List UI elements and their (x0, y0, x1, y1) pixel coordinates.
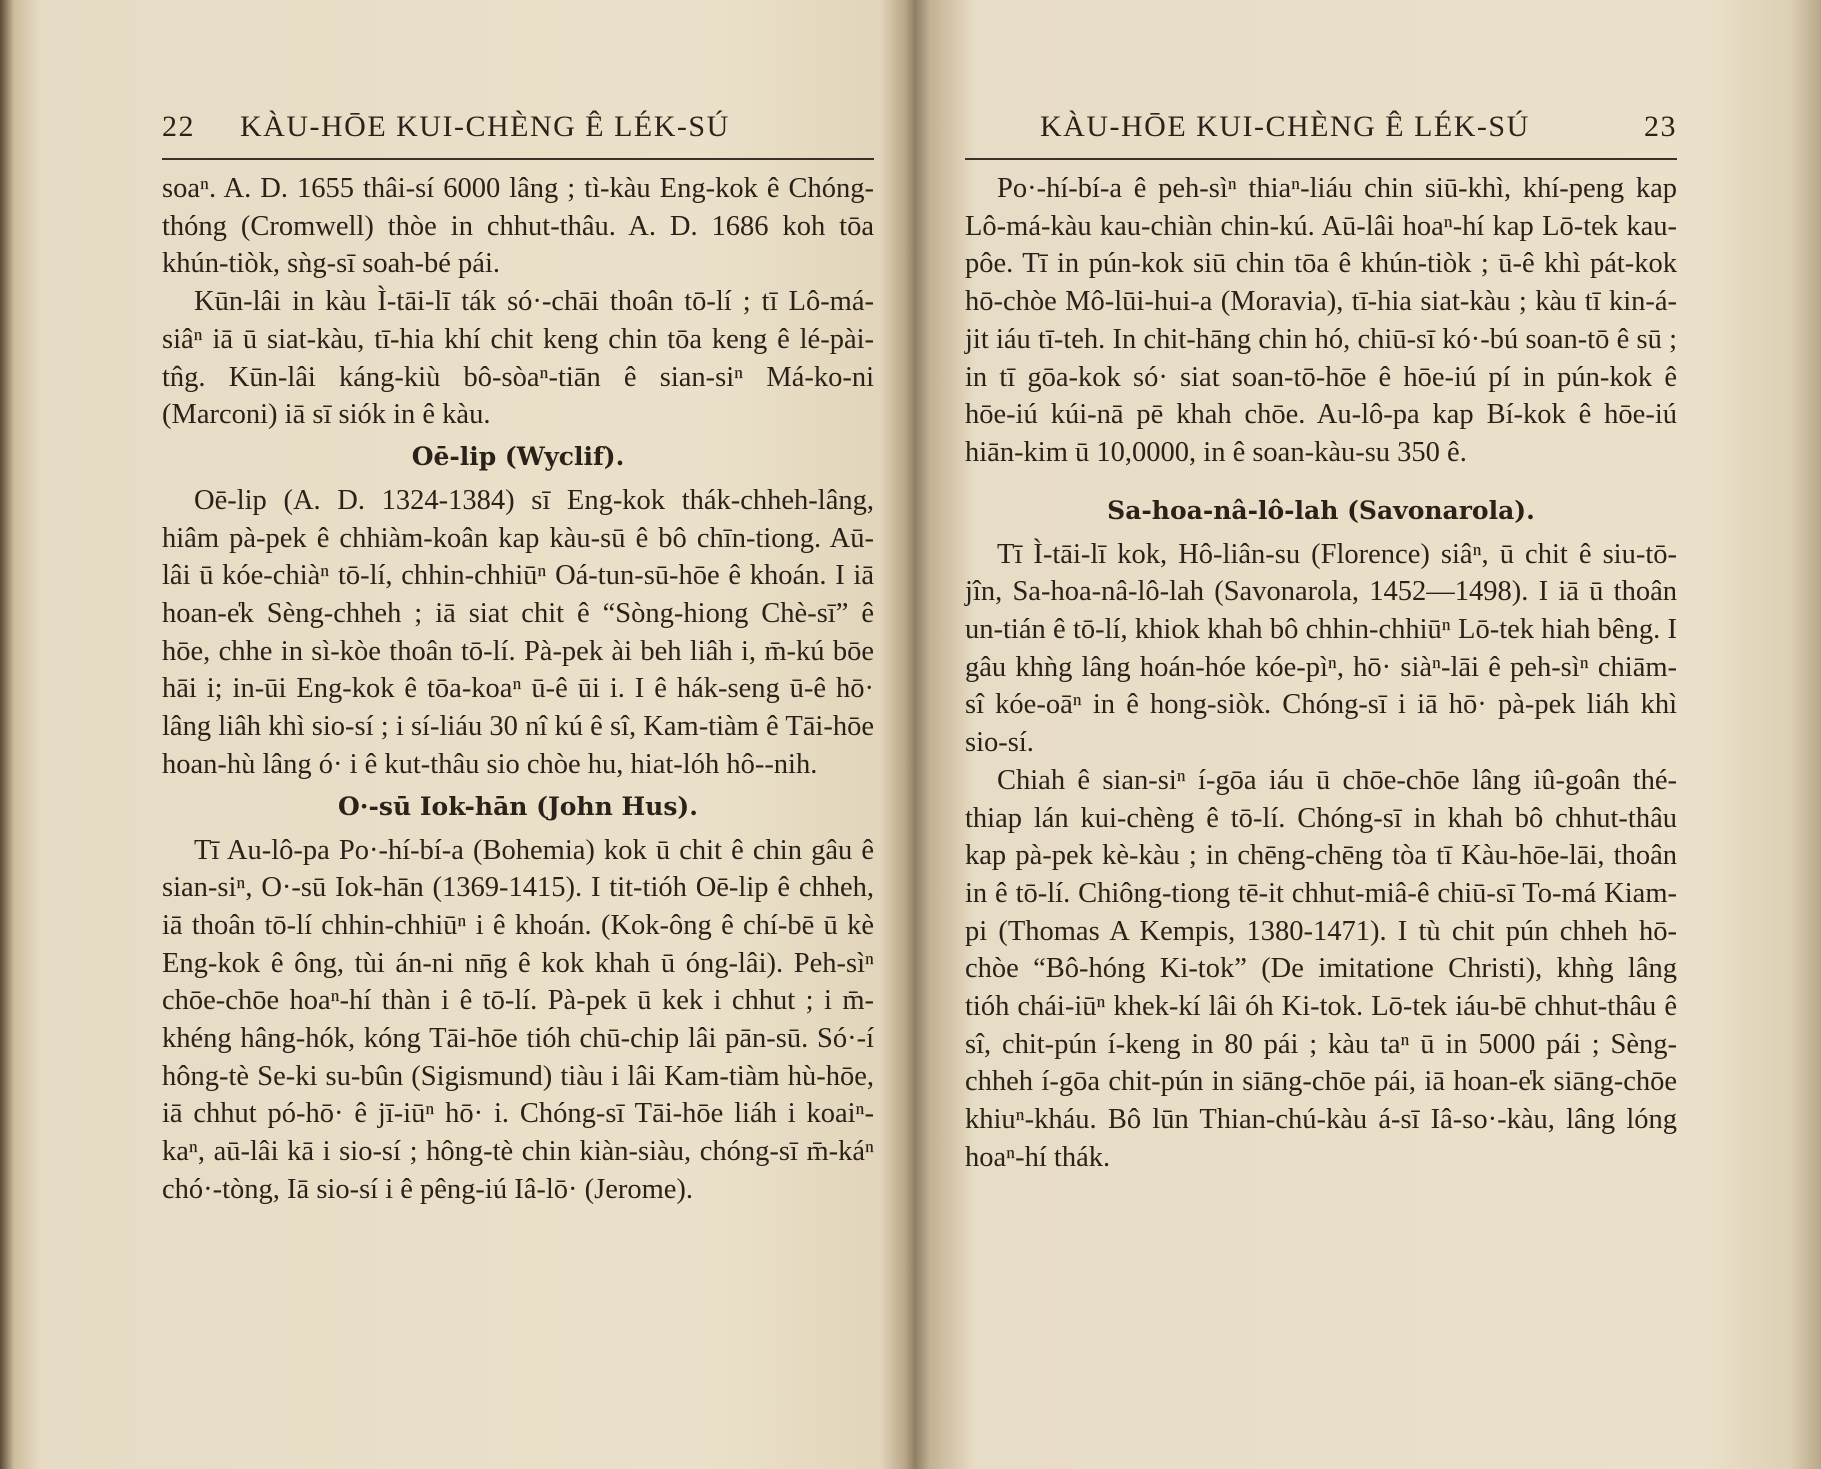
left-page-header (162, 110, 874, 150)
paragraph: soaⁿ. A. D. 1655 thâi-sí 6000 lâng ; tì-kàu Eng-kok ê Chóng-thóng (Cromwell) thòe in chhut-thâu. A. D. 1686 koh tōa khún-tiòk, sǹg-sī soah-bé pái. (162, 173, 874, 280)
page-number: 22 (162, 110, 195, 143)
section-heading: O·-sū Iok-hān (John Hus). (338, 791, 698, 821)
running-head: KÀU-HŌE KUI-CHÈNG Ê LÉK-SÚ (240, 110, 730, 143)
paragraph: Chiah ê sian-siⁿ í-gōa iáu ū chōe-chōe lâng iû-goân thé-thiap lán kui-chèng ê tō-lí. Chóng-sī in khah bô chhut-thâu kap pà-pek kè-kàu ; in chēng-chēng tòa tī Kàu-hōe-lāi, thoân in ê tō-lí. Chiông-tiong tē-it chhut-miâ-ê chiū-sī To-má Kiam-pi (Thomas A Kempis, 1380-1471). I tù chit pún chheh hō-chòe “Bô-hóng Ki-tok” (De imitatione Christi), khǹg lâng tióh chái-iūⁿ khek-kí lâi óh Ki-tok. Lō-tek iáu-bē chhut-thâu ê sî, chit-pún í-keng in 80 pái ; kàu taⁿ ū in 5000 pái ; Sèng-chheh í-gōa chit-pún in siāng-chōe pái, iā hoan-e̍k siāng-chōe khiuⁿ-kháu. Bô lūn Thian-chú-kàu á-sī Iâ-so·-kàu, lâng lóng hoaⁿ-hí thák. (965, 764, 1677, 1173)
paragraph: Po·-hí-bí-a ê peh-sìⁿ thiaⁿ-liáu chin siū-khì, khí-peng kap Lô-má-kàu kau-chiàn chin-kú. Aū-lâi hoaⁿ-hí kap Lō-tek kau-pôe. Tī in pún-kok siū chin tōa ê khún-tiòk ; ū-ê khì pát-kok hō-chòe Mô-lūi-hui-a (Moravia), tī-hia siat-kàu ; kàu tī kin-á-jit iáu tī-teh. In chit-hāng chin hó, chiū-sī kó·-bú soan-tō ê sū ; in tī gōa-kok só· siat soan-tō-hōe ê hōe-iú pí in pún-kok ê hōe-iú kúi-nā pē khah chōe. Au-lô-pa kap Bí-kok ê hōe-iú hiān-kim ū 10,0000, in ê soan-kàu-su 350 ê. (965, 173, 1677, 468)
section-heading: Oē-lip (Wyclif). (411, 441, 625, 471)
section-heading: Sa-hoa-nâ-lô-lah (Savonarola). (1107, 495, 1535, 525)
header-rule (162, 158, 874, 160)
paragraph: Kūn-lâi in kàu Ì-tāi-lī ták só·-chāi thoân tō-lí ; tī Lô-má-siâⁿ iā ū siat-kàu, tī-hia khí chit keng chin tōa keng ê lé-pài-tn̂g. Kūn-lâi káng-kiù bô-sòaⁿ-tiān ê sian-siⁿ Má-ko-ni (Marconi) iā sī siók in ê kàu. (162, 286, 874, 431)
page-number: 23 (1644, 110, 1677, 143)
left-page-body (162, 170, 874, 1209)
spacer (965, 472, 1677, 488)
running-head: KÀU-HŌE KUI-CHÈNG Ê LÉK-SÚ (1040, 110, 1530, 143)
left-page (14, 0, 914, 1469)
right-page-body (965, 170, 1677, 1177)
header-rule (965, 158, 1677, 160)
paragraph: Tī Ì-tāi-lī kok, Hô-liân-su (Florence) siâⁿ, ū chit ê siu-tō-jîn, Sa-hoa-nâ-lô-lah (Savonarola, 1452—1498). I iā ū thoân un-tián ê tō-lí, khiok khah bô chhin-chhiūⁿ Lō-tek hiah bêng. I gâu khǹg lâng hoán-hóe kóe-pìⁿ, hō· siàⁿ-lāi ê peh-sìⁿ chiām-sî kóe-oāⁿ in ê hong-siòk. Chóng-sī i iā hō· pà-pek liáh khì sio-sí. (965, 538, 1677, 759)
right-page (915, 0, 1821, 1469)
paragraph: Oē-lip (A. D. 1324-1384) sī Eng-kok thák-chheh-lâng, hiâm pà-pek ê chhiàm-koân kap kàu-sū ê bô chīn-tiong. Aū-lâi ū kóe-chiàⁿ tō-lí, chhin-chhiūⁿ Oá-tun-sū-hōe ê khoán. I iā hoan-e̍k Sèng-chheh ; iā siat chit ê “Sòng-hiong Chè-sī” ê hōe, chhe in sì-kòe thoân tō-lí. Pà-pek ài beh liâh i, m̄-kú bōe hāi i; in-ūi Eng-kok ê tōa-koaⁿ ū-ê ūi i. I ê hák-seng ū-ê hō· lâng liâh khì sio-sí ; i sí-liáu 30 nî kú ê sî, Kam-tiàm ê Tāi-hōe hoan-hù lâng ó· i ê kut-thâu sio chòe hu, hiat-lóh hô--nih. (162, 484, 874, 780)
paragraph: Tī Au-lô-pa Po·-hí-bí-a (Bohemia) kok ū chit ê chin gâu ê sian-siⁿ, O·-sū Iok-hān (1369-1415). I tit-tióh Oē-lip ê chheh, iā thoân tō-lí chhin-chhiūⁿ i ê khoán. (Kok-ông ê chí-bē ū kè Eng-kok ê ông, tùi án-ni nn̄g ê kok khah ū óng-lâi). Peh-sìⁿ chōe-chōe hoaⁿ-hí thàn i ê tō-lí. Pà-pek ū kek i chhut ; i m̄-khéng hâng-hók, kóng Tāi-hōe tióh chū-chip lâi pān-sū. Só·-í hông-tè Se-ki su-bûn (Sigismund) tiàu i lâi Kam-tiàm hù-hōe, iā chhut pó-hō· ê jī-iūⁿ hō· i. Chóng-sī Tāi-hōe liáh i koaiⁿ-kaⁿ, aū-lâi kā i sio-sí ; hông-tè chin kiàn-siàu, chóng-sī m̄-káⁿ chó·-tòng, Iā sio-sí i ê pêng-iú Iâ-lō· (Jerome). (162, 834, 874, 1205)
right-page-header (965, 110, 1677, 150)
